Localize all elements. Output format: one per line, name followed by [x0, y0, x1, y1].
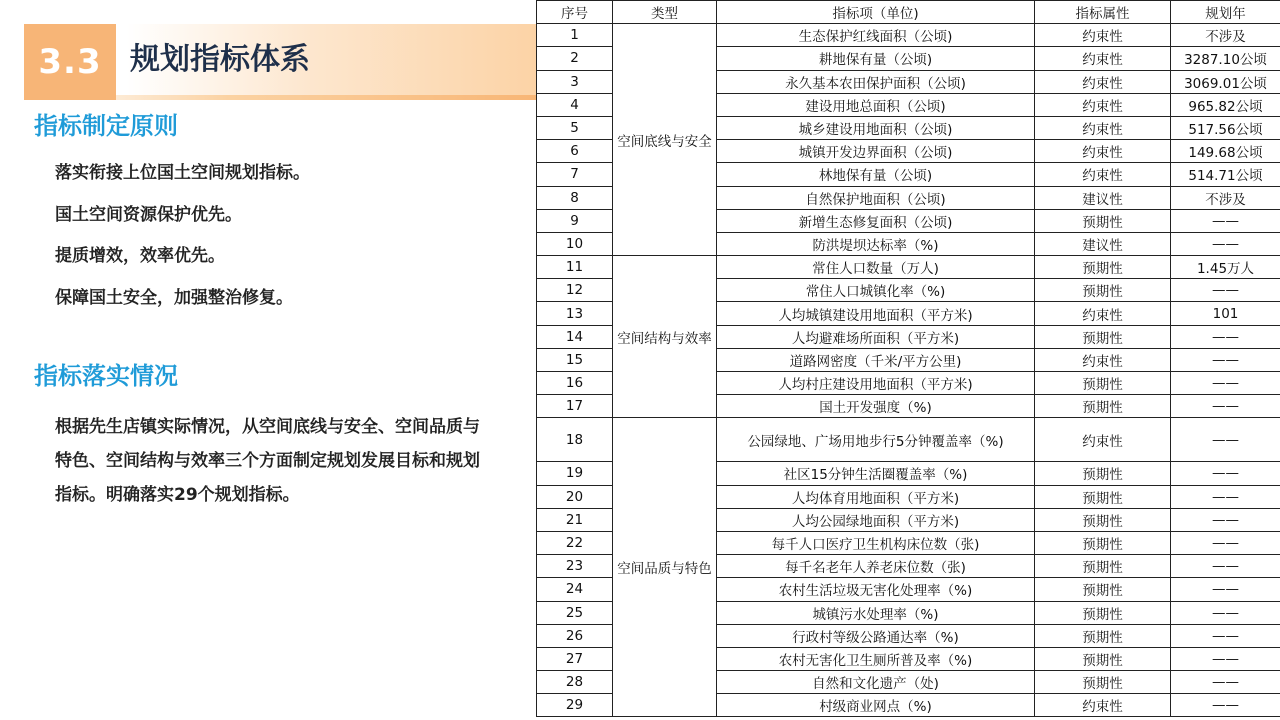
indicator-table-container [536, 0, 1280, 720]
section-title-implementation: 指标落实情况 [34, 362, 178, 390]
cell-target: 149.68公顷 [1171, 140, 1280, 163]
header-no: 序号 [537, 1, 613, 24]
cell-item: 城乡建设用地面积（公顷) [717, 116, 1035, 139]
section-title-principles: 指标制定原则 [34, 112, 178, 140]
cell-item: 林地保有量（公顷) [717, 163, 1035, 186]
cell-no: 16 [537, 372, 613, 395]
cell-item: 国土开发强度（%) [717, 395, 1035, 418]
cell-no: 17 [537, 395, 613, 418]
cell-item: 每千人口医疗卫生机构床位数（张) [717, 531, 1035, 554]
principle-item: 提质增效，效率优先。 [55, 246, 225, 266]
cell-target: —— [1171, 232, 1280, 255]
cell-no: 22 [537, 531, 613, 554]
cell-no: 25 [537, 601, 613, 624]
cell-target: 517.56公顷 [1171, 116, 1280, 139]
cell-no: 23 [537, 555, 613, 578]
cell-attribute: 约束性 [1035, 70, 1171, 93]
cell-no: 21 [537, 508, 613, 531]
cell-item: 自然保护地面积（公顷) [717, 186, 1035, 209]
cell-item: 人均村庄建设用地面积（平方米) [717, 372, 1035, 395]
cell-attribute: 约束性 [1035, 93, 1171, 116]
cell-attribute: 预期性 [1035, 647, 1171, 670]
cell-attribute: 预期性 [1035, 578, 1171, 601]
cell-attribute: 约束性 [1035, 694, 1171, 717]
cell-item: 耕地保有量（公顷) [717, 47, 1035, 70]
cell-target: 1.45万人 [1171, 256, 1280, 279]
cell-type: 空间结构与效率 [613, 256, 717, 418]
cell-attribute: 预期性 [1035, 462, 1171, 485]
cell-item: 人均体育用地面积（平方米) [717, 485, 1035, 508]
cell-item: 自然和文化遗产（处) [717, 671, 1035, 694]
implementation-paragraph: 根据先生店镇实际情况，从空间底线与安全、空间品质与特色、空间结构与效率三个方面制定规划发展目标和规划指标。明确落实29个规划指标。 [55, 417, 480, 505]
cell-target: —— [1171, 418, 1280, 462]
cell-no: 2 [537, 47, 613, 70]
cell-item: 公园绿地、广场用地步行5分钟覆盖率（%) [717, 418, 1035, 462]
cell-no: 12 [537, 279, 613, 302]
cell-no: 29 [537, 694, 613, 717]
cell-no: 9 [537, 209, 613, 232]
cell-item: 农村无害化卫生厕所普及率（%) [717, 647, 1035, 670]
cell-item: 城镇污水处理率（%) [717, 601, 1035, 624]
cell-no: 3 [537, 70, 613, 93]
cell-target: —— [1171, 647, 1280, 670]
cell-item: 社区15分钟生活圈覆盖率（%) [717, 462, 1035, 485]
cell-item: 生态保护红线面积（公顷) [717, 24, 1035, 47]
table-header-row [537, 1, 1280, 24]
cell-no: 28 [537, 671, 613, 694]
cell-attribute: 预期性 [1035, 485, 1171, 508]
indicator-table [536, 0, 1280, 717]
cell-attribute: 预期性 [1035, 256, 1171, 279]
cell-attribute: 约束性 [1035, 163, 1171, 186]
cell-attribute: 预期性 [1035, 555, 1171, 578]
cell-target: —— [1171, 555, 1280, 578]
cell-no: 15 [537, 348, 613, 371]
cell-attribute: 约束性 [1035, 140, 1171, 163]
cell-no: 14 [537, 325, 613, 348]
header-item: 指标项（单位) [717, 1, 1035, 24]
cell-target: 3287.10公顷 [1171, 47, 1280, 70]
cell-attribute: 约束性 [1035, 24, 1171, 47]
cell-type: 空间品质与特色 [613, 418, 717, 717]
cell-attribute: 约束性 [1035, 302, 1171, 325]
cell-target: —— [1171, 279, 1280, 302]
cell-attribute: 预期性 [1035, 395, 1171, 418]
cell-target: 101 [1171, 302, 1280, 325]
principle-item: 保障国土安全，加强整治修复。 [55, 288, 293, 308]
cell-target: —— [1171, 485, 1280, 508]
cell-target: —— [1171, 209, 1280, 232]
cell-attribute: 预期性 [1035, 531, 1171, 554]
cell-target: 不涉及 [1171, 24, 1280, 47]
section-number: 3.3 [24, 24, 116, 100]
cell-no: 8 [537, 186, 613, 209]
cell-item: 村级商业网点（%) [717, 694, 1035, 717]
cell-attribute: 预期性 [1035, 325, 1171, 348]
cell-target: 965.82公顷 [1171, 93, 1280, 116]
cell-item: 人均避难场所面积（平方米) [717, 325, 1035, 348]
cell-no: 4 [537, 93, 613, 116]
cell-target: —— [1171, 508, 1280, 531]
cell-target: 3069.01公顷 [1171, 70, 1280, 93]
cell-target: —— [1171, 462, 1280, 485]
cell-attribute: 约束性 [1035, 348, 1171, 371]
cell-no: 27 [537, 647, 613, 670]
cell-no: 26 [537, 624, 613, 647]
cell-target: 514.71公顷 [1171, 163, 1280, 186]
cell-item: 道路网密度（千米/平方公里) [717, 348, 1035, 371]
cell-target: 不涉及 [1171, 186, 1280, 209]
cell-item: 人均公园绿地面积（平方米) [717, 508, 1035, 531]
cell-attribute: 预期性 [1035, 601, 1171, 624]
cell-no: 5 [537, 116, 613, 139]
cell-attribute: 建议性 [1035, 186, 1171, 209]
cell-attribute: 预期性 [1035, 372, 1171, 395]
cell-attribute: 预期性 [1035, 209, 1171, 232]
cell-no: 18 [537, 418, 613, 462]
cell-target: —— [1171, 578, 1280, 601]
cell-target: —— [1171, 372, 1280, 395]
cell-item: 常住人口城镇化率（%) [717, 279, 1035, 302]
cell-no: 7 [537, 163, 613, 186]
cell-no: 24 [537, 578, 613, 601]
cell-item: 防洪堤坝达标率（%) [717, 232, 1035, 255]
cell-no: 19 [537, 462, 613, 485]
cell-attribute: 建议性 [1035, 232, 1171, 255]
cell-item: 新增生态修复面积（公顷) [717, 209, 1035, 232]
cell-target: —— [1171, 395, 1280, 418]
cell-attribute: 预期性 [1035, 508, 1171, 531]
cell-attribute: 约束性 [1035, 418, 1171, 462]
cell-no: 10 [537, 232, 613, 255]
cell-target: —— [1171, 325, 1280, 348]
cell-attribute: 约束性 [1035, 47, 1171, 70]
cell-no: 1 [537, 24, 613, 47]
cell-item: 常住人口数量（万人) [717, 256, 1035, 279]
table-row [537, 24, 1280, 47]
principle-item: 国土空间资源保护优先。 [55, 205, 242, 225]
cell-type: 空间底线与安全 [613, 24, 717, 256]
cell-attribute: 预期性 [1035, 279, 1171, 302]
cell-item: 每千名老年人养老床位数（张) [717, 555, 1035, 578]
page-title: 规划指标体系 [130, 42, 310, 77]
cell-target: —— [1171, 624, 1280, 647]
cell-item: 农村生活垃圾无害化处理率（%) [717, 578, 1035, 601]
table-row [537, 256, 1280, 279]
cell-target: —— [1171, 348, 1280, 371]
cell-attribute: 预期性 [1035, 624, 1171, 647]
cell-item: 建设用地总面积（公顷) [717, 93, 1035, 116]
cell-item: 永久基本农田保护面积（公顷) [717, 70, 1035, 93]
cell-attribute: 预期性 [1035, 671, 1171, 694]
cell-target: —— [1171, 601, 1280, 624]
principle-item: 落实衔接上位国土空间规划指标。 [55, 163, 310, 183]
cell-no: 11 [537, 256, 613, 279]
table-row [537, 418, 1280, 462]
cell-no: 6 [537, 140, 613, 163]
cell-no: 13 [537, 302, 613, 325]
cell-attribute: 约束性 [1035, 116, 1171, 139]
header-attribute: 指标属性 [1035, 1, 1171, 24]
header-target: 规划年 [1171, 1, 1280, 24]
cell-item: 人均城镇建设用地面积（平方米) [717, 302, 1035, 325]
cell-target: —— [1171, 694, 1280, 717]
cell-item: 行政村等级公路通达率（%) [717, 624, 1035, 647]
cell-item: 城镇开发边界面积（公顷) [717, 140, 1035, 163]
cell-target: —— [1171, 671, 1280, 694]
header-type: 类型 [613, 1, 717, 24]
cell-target: —— [1171, 531, 1280, 554]
cell-no: 20 [537, 485, 613, 508]
